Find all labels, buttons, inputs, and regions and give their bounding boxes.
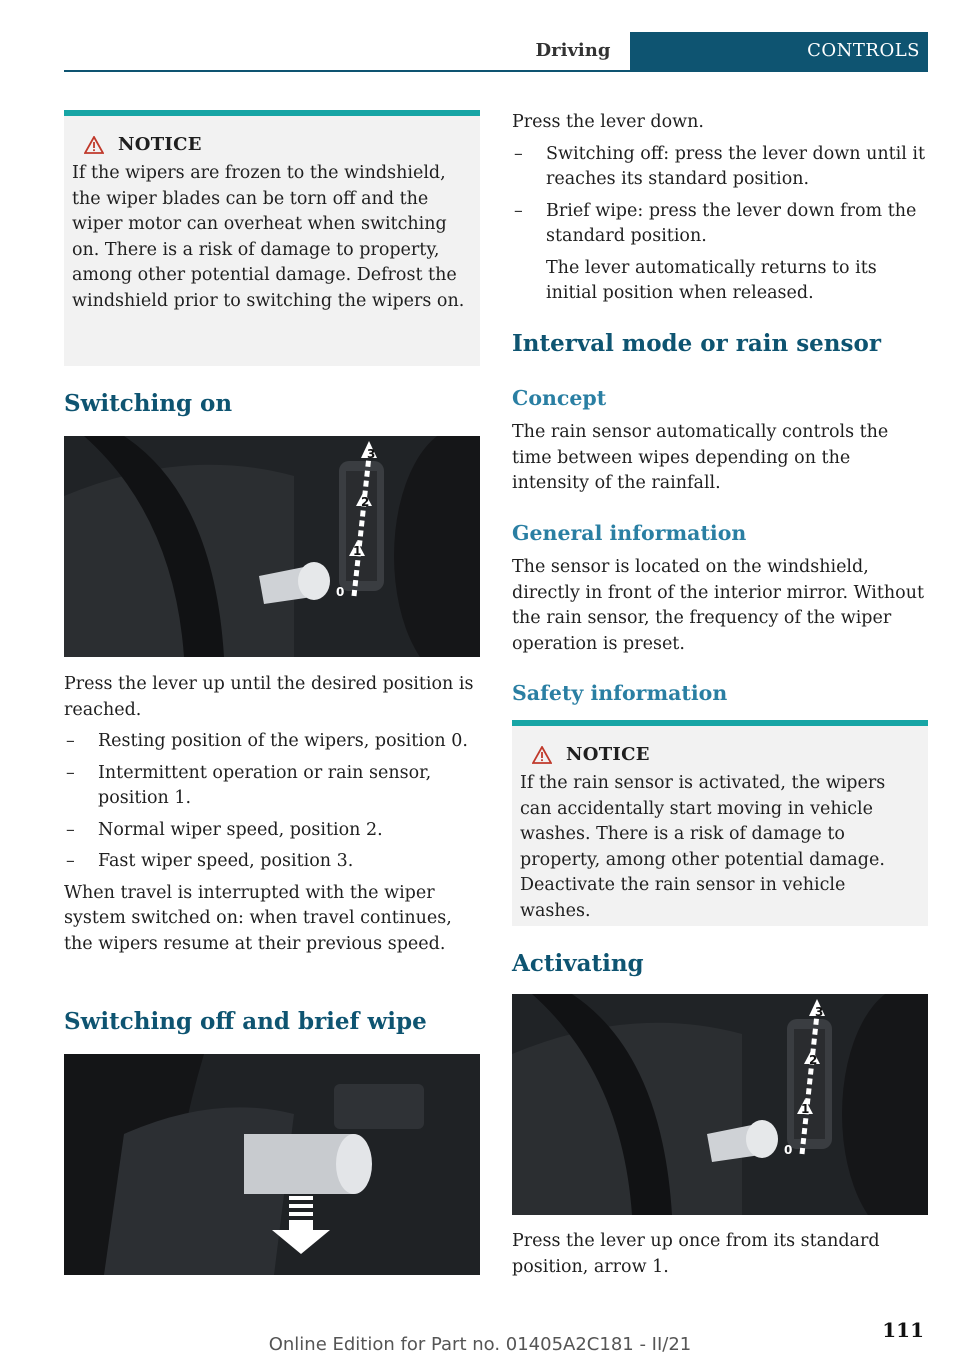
right-notice-wrap xyxy=(512,720,928,926)
general-body xyxy=(512,555,928,657)
page-number: 111 xyxy=(882,1318,924,1342)
right-column-top xyxy=(512,110,928,307)
return-note: The lever automatically returns to its initial position when released. xyxy=(546,257,877,303)
notice-title: NOTICE xyxy=(532,744,920,765)
notice-box-rain-sensor xyxy=(512,720,928,926)
list-item: – Brief wipe: press the lever down from the standard position. xyxy=(512,199,928,250)
list-item: – Intermittent operation or rain sensor, position 1. xyxy=(64,761,480,812)
heading-concept: Concept xyxy=(512,386,607,410)
header-section: Driving xyxy=(535,40,611,61)
label-2: 2 xyxy=(809,1053,818,1067)
switching-on-intro: Press the lever up until the desired position is reached. xyxy=(64,674,474,720)
heading-general-information: General information xyxy=(512,521,747,545)
heading-activating: Activating xyxy=(512,950,644,977)
notice-box-frozen xyxy=(64,110,480,366)
notice-title: NOTICE xyxy=(84,134,472,155)
heading-switching-on: Switching on xyxy=(64,390,233,417)
switching-on-note: When travel is interrupted with the wiper system switched on: when travel continues, the wipers resume at their previous speed. xyxy=(64,882,452,954)
image-wiper-lever-positions xyxy=(64,436,480,657)
general-text: The sensor is located on the windshield, directly in front of the interior mirror. Without the rain sensor, the frequency of the wiper operation is preset. xyxy=(512,557,925,654)
warning-icon xyxy=(84,136,104,154)
concept-body xyxy=(512,420,928,497)
label-0: 0 xyxy=(784,1143,793,1157)
heading-switching-off: Switching off and brief wipe xyxy=(64,1008,427,1035)
list-item: – Resting position of the wipers, position 0. xyxy=(64,729,480,755)
footer-edition: Online Edition for Part no. 01405A2C181 - II/21 xyxy=(268,1334,692,1355)
heading-safety-information: Safety information xyxy=(512,681,728,705)
header-rule xyxy=(64,70,928,72)
concept-text: The rain sensor automatically controls the time between wipes depending on the intensity of the rainfall. xyxy=(512,422,889,493)
image-wiper-lever-activating xyxy=(512,994,928,1215)
heading-interval-mode: Interval mode or rain sensor xyxy=(512,330,881,357)
label-0: 0 xyxy=(336,585,345,599)
label-2: 2 xyxy=(361,495,370,509)
wiper-lever-illustration xyxy=(64,436,480,657)
header-chapter: CONTROLS xyxy=(630,32,928,70)
press-down-intro: Press the lever down. xyxy=(512,112,704,132)
list-item: – Fast wiper speed, position 3. xyxy=(64,849,480,875)
list-item: – Normal wiper speed, position 2. xyxy=(64,818,480,844)
label-3: 3 xyxy=(367,447,376,461)
notice-text: If the wipers are frozen to the windshield, the wiper blades can be torn off and the wiper motor can overheat when switching on. There is a risk of damage to property, among other potential damage. Defrost the windshield prior to switching the wipers on. xyxy=(72,163,465,311)
warning-icon xyxy=(532,746,552,764)
activating-body xyxy=(512,1229,928,1280)
switching-on-body xyxy=(64,672,480,957)
position-list xyxy=(64,729,480,875)
activating-text: Press the lever up once from its standard position, arrow 1. xyxy=(512,1231,880,1277)
label-3: 3 xyxy=(815,1005,824,1019)
image-wiper-lever-down xyxy=(64,1054,480,1275)
press-down-list xyxy=(512,142,928,250)
label-1: 1 xyxy=(353,544,362,558)
wiper-lever-down-illustration xyxy=(64,1054,480,1275)
label-1: 1 xyxy=(801,1102,810,1116)
notice-text: If the rain sensor is activated, the wipers can accidentally start moving in vehicle washes. There is a risk of damage to property, among other potential damage. Deactivate the rain sensor in vehicle washes. xyxy=(520,773,886,921)
list-item: – Switching off: press the lever down until it reaches its standard position. xyxy=(512,142,928,193)
left-column xyxy=(64,110,480,366)
wiper-lever-activating-illustration xyxy=(512,994,928,1215)
